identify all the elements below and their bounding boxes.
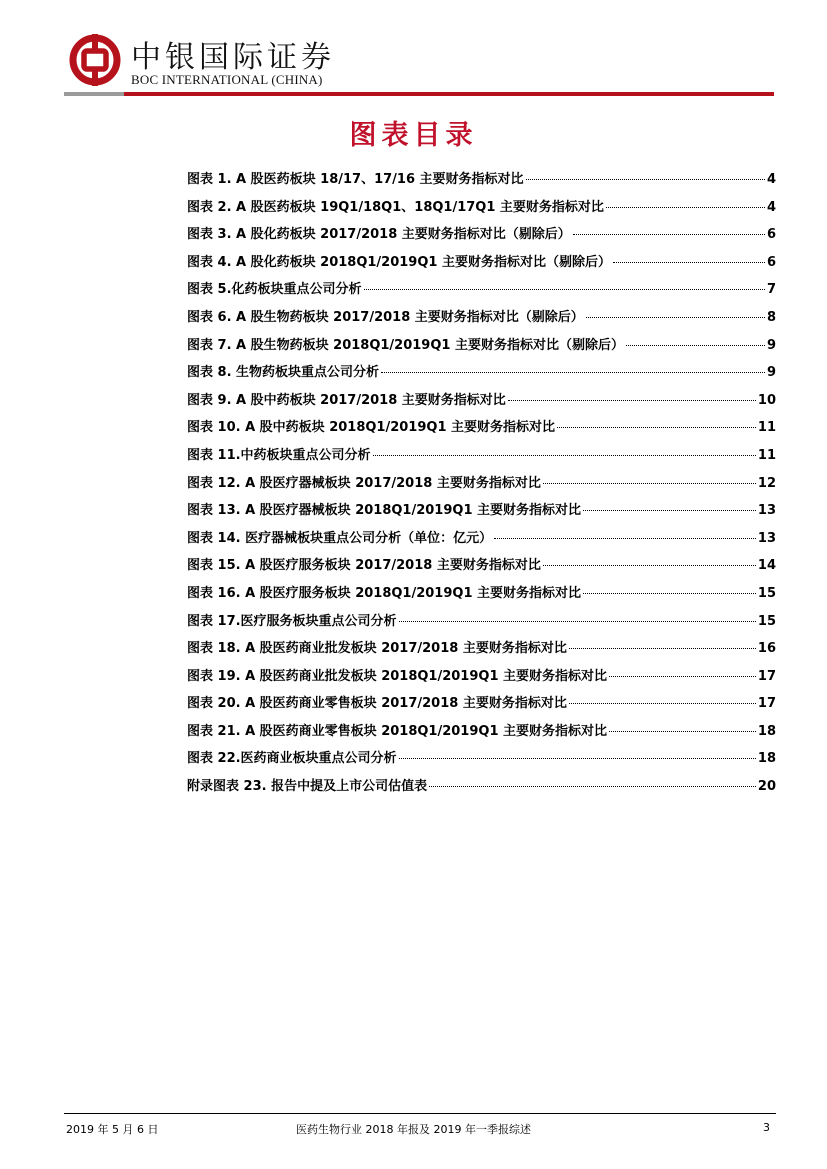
toc-entry-page: 20 xyxy=(757,779,776,795)
toc-entry[interactable] xyxy=(187,416,776,444)
toc-entry[interactable] xyxy=(187,389,776,417)
toc-leader xyxy=(573,233,765,235)
toc-entry[interactable] xyxy=(187,775,776,803)
toc-leader xyxy=(526,178,765,180)
header-rule-gray xyxy=(64,92,124,96)
page-title: 图表目录 xyxy=(349,120,478,151)
toc-entry-label: 图表 11.中药板块重点公司分析 xyxy=(187,447,371,463)
toc-entry-label: 图表 18. A 股医药商业批发板块 2017/2018 主要财务指标对比 xyxy=(187,641,567,657)
toc-entry[interactable] xyxy=(187,747,776,775)
toc-entry-label: 图表 19. A 股医药商业批发板块 2018Q1/2019Q1 主要财务指标对比 xyxy=(187,668,608,684)
toc-entry-label: 图表 1. A 股医药板块 18/17、17/16 主要财务指标对比 xyxy=(187,172,524,187)
toc-leader xyxy=(373,454,756,456)
footer-report-title: 医药生物行业 2018 年报及 2019 年一季报综述 xyxy=(296,1123,531,1136)
footer-rule xyxy=(64,1113,776,1114)
toc-entry-page: 9 xyxy=(766,337,776,353)
toc-entry-label: 图表 8. 生物药板块重点公司分析 xyxy=(187,365,380,381)
toc-entry-page: 6 xyxy=(766,254,776,270)
toc-entry[interactable] xyxy=(187,223,776,251)
toc-leader xyxy=(583,592,756,594)
toc-entry-label: 图表 17.医疗服务板块重点公司分析 xyxy=(187,613,397,629)
toc-entry-label: 图表 13. A 股医疗器械板块 2018Q1/2019Q1 主要财务指标对比 xyxy=(187,503,582,519)
footer-page-number: 3 xyxy=(763,1121,770,1134)
toc-entry[interactable] xyxy=(187,168,776,196)
toc-entry[interactable] xyxy=(187,665,776,693)
toc-entry[interactable] xyxy=(187,334,776,362)
toc-entry-label: 图表 2. A 股医药板块 19Q1/18Q1、18Q1/17Q1 主要财务指标对比 xyxy=(187,199,604,215)
toc-entry[interactable] xyxy=(187,720,776,748)
toc-entry[interactable] xyxy=(187,499,776,527)
toc-entry-label: 附录图表 23. 报告中提及上市公司估值表 xyxy=(187,779,428,795)
toc-entry[interactable] xyxy=(187,527,776,555)
toc-leader xyxy=(364,288,765,290)
toc-leader xyxy=(399,757,756,759)
toc-entry-label: 图表 15. A 股医疗服务板块 2017/2018 主要财务指标对比 xyxy=(187,558,541,574)
toc-entry-page: 18 xyxy=(757,751,776,767)
toc-entry-label: 图表 4. A 股化药板块 2018Q1/2019Q1 主要财务指标对比（剔除后） xyxy=(187,254,611,270)
toc-leader xyxy=(543,564,756,566)
toc-entry-page: 15 xyxy=(757,613,776,629)
header-rule-red xyxy=(124,92,774,96)
toc-leader xyxy=(569,702,756,704)
toc-entry-page: 18 xyxy=(757,723,776,739)
toc-entry-page: 14 xyxy=(757,558,776,574)
toc-entry-label: 图表 7. A 股生物药板块 2018Q1/2019Q1 主要财务指标对比（剔除后） xyxy=(187,337,624,353)
toc-entry-page: 16 xyxy=(757,641,776,657)
toc-entry-page: 11 xyxy=(757,447,776,463)
toc-entry[interactable] xyxy=(187,637,776,665)
toc-entry-page: 15 xyxy=(757,585,776,601)
toc-entry-page: 6 xyxy=(766,227,776,243)
toc-leader xyxy=(543,482,756,484)
toc-entry[interactable] xyxy=(187,610,776,638)
toc-leader xyxy=(381,371,765,373)
toc-entry-label: 图表 14. 医疗器械板块重点公司分析（单位：亿元） xyxy=(187,530,493,546)
toc-leader xyxy=(626,344,765,346)
toc-entry-label: 图表 3. A 股化药板块 2017/2018 主要财务指标对比（剔除后） xyxy=(187,227,571,243)
toc-leader xyxy=(508,399,756,401)
toc-leader xyxy=(557,426,756,428)
toc-entry-label: 图表 20. A 股医药商业零售板块 2017/2018 主要财务指标对比 xyxy=(187,696,567,712)
brand-name-cn: 中银国际证券 xyxy=(131,40,335,75)
toc-leader xyxy=(586,316,765,318)
toc-entry-page: 13 xyxy=(757,530,776,546)
toc-entry[interactable] xyxy=(187,196,776,224)
toc-entry[interactable] xyxy=(187,361,776,389)
brand-name-en: BOC INTERNATIONAL (CHINA) xyxy=(131,72,323,87)
toc-entry-label: 图表 5.化药板块重点公司分析 xyxy=(187,282,362,298)
toc-entry-page: 13 xyxy=(757,503,776,519)
toc-entry-label: 图表 12. A 股医疗器械板块 2017/2018 主要财务指标对比 xyxy=(187,475,541,491)
toc-entry-label: 图表 16. A 股医疗服务板块 2018Q1/2019Q1 主要财务指标对比 xyxy=(187,585,582,601)
toc-entry-page: 17 xyxy=(757,696,776,712)
toc-leader xyxy=(399,620,756,622)
toc-leader xyxy=(606,206,765,208)
toc-list xyxy=(187,168,776,803)
toc-entry-label: 图表 22.医药商业板块重点公司分析 xyxy=(187,751,397,767)
toc-entry[interactable] xyxy=(187,582,776,610)
toc-entry[interactable] xyxy=(187,472,776,500)
toc-entry[interactable] xyxy=(187,306,776,334)
toc-leader xyxy=(613,261,765,263)
toc-entry-page: 7 xyxy=(766,282,776,298)
toc-entry-page: 10 xyxy=(757,392,776,408)
toc-entry-page: 17 xyxy=(757,668,776,684)
toc-leader xyxy=(609,675,756,677)
toc-entry[interactable] xyxy=(187,278,776,306)
toc-entry-label: 图表 9. A 股中药板块 2017/2018 主要财务指标对比 xyxy=(187,392,506,408)
toc-entry[interactable] xyxy=(187,692,776,720)
toc-entry-page: 12 xyxy=(757,475,776,491)
toc-entry-page: 11 xyxy=(757,420,776,436)
toc-leader xyxy=(583,509,756,511)
toc-leader xyxy=(609,730,756,732)
toc-entry-label: 图表 6. A 股生物药板块 2017/2018 主要财务指标对比（剔除后） xyxy=(187,309,584,325)
toc-entry-label: 图表 10. A 股中药板块 2018Q1/2019Q1 主要财务指标对比 xyxy=(187,420,556,436)
boc-logo-icon xyxy=(69,34,121,86)
footer-date: 2019 年 5 月 6 日 xyxy=(66,1123,159,1136)
toc-entry[interactable] xyxy=(187,251,776,279)
toc-leader xyxy=(569,647,756,649)
toc-entry[interactable] xyxy=(187,444,776,472)
toc-entry-label: 图表 21. A 股医药商业零售板块 2018Q1/2019Q1 主要财务指标对比 xyxy=(187,723,608,739)
toc-leader xyxy=(494,537,756,539)
toc-entry[interactable] xyxy=(187,554,776,582)
toc-leader xyxy=(429,785,756,787)
toc-entry-page: 8 xyxy=(766,309,776,325)
toc-entry-page: 4 xyxy=(766,199,776,215)
toc-entry-page: 4 xyxy=(766,172,776,187)
toc-entry-page: 9 xyxy=(766,365,776,381)
